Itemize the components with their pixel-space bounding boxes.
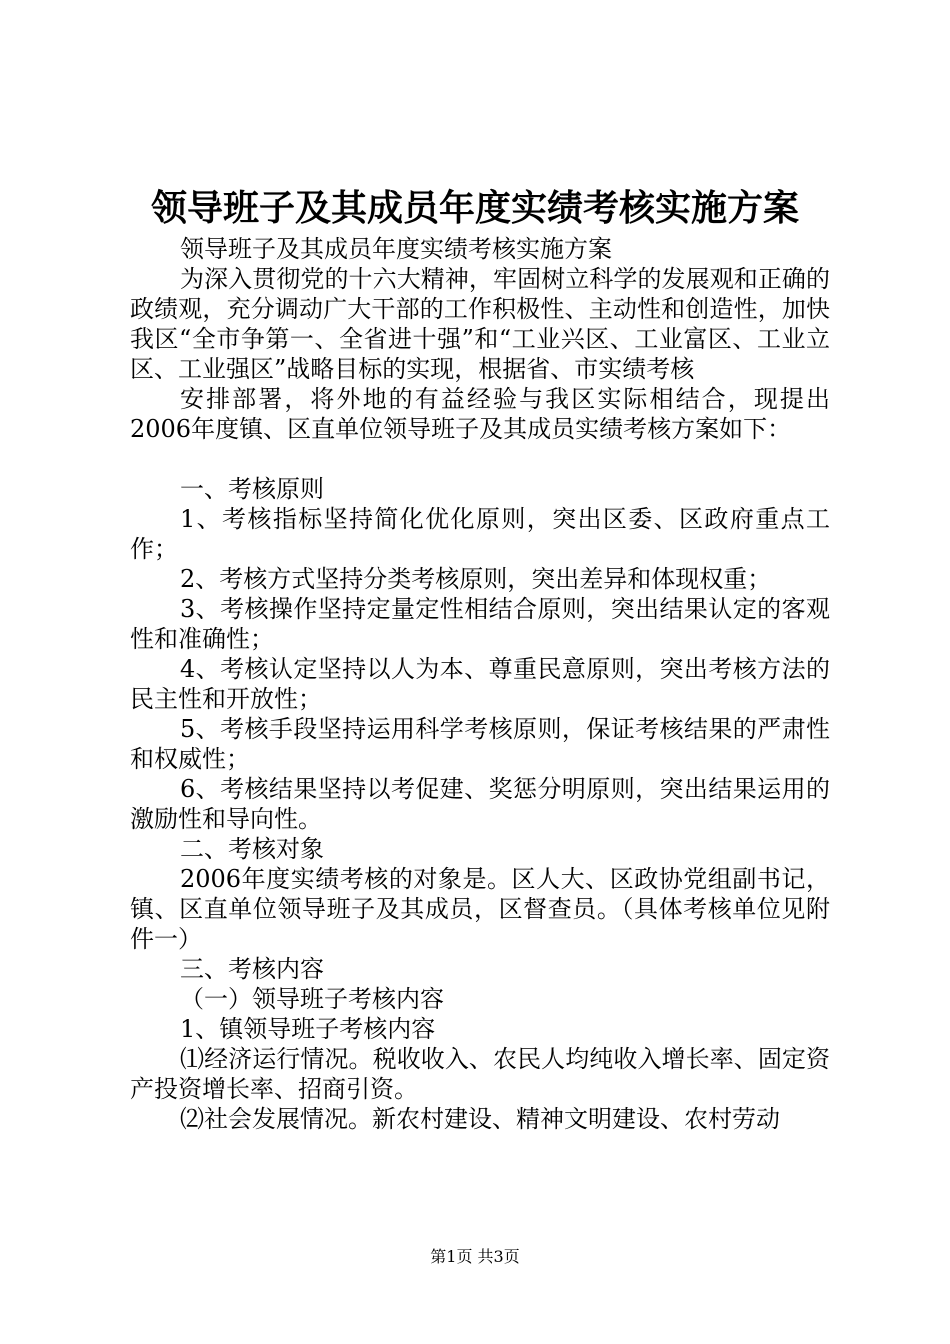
principle-item: 6、考核结果坚持以考促建、奖惩分明原则，突出结果运用的激励性和导向性。 [130,775,830,833]
paragraph-targets: 2006年度实绩考核的对象是。区人大、区政协党组副书记，镇、区直单位领导班子及其成员，区督查员。（具体考核单位见附件一） [130,865,830,953]
subsection-heading-town: 1、镇领导班子考核内容 [180,1015,436,1043]
principle-item: 1、考核指标坚持简化优化原则，突出区委、区政府重点工作； [130,505,830,563]
paragraph-intro-continued: 安排部署，将外地的有益经验与我区实际相结合，现提出2006年度镇、区直单位领导班子及其成员实绩考核方案如下： [130,385,830,443]
paragraph-intro: 为深入贯彻党的十六大精神，牢固树立科学的发展观和正确的政绩观，充分调动广大干部的工作积极性、主动性和创造性，加快我区“全市争第一、全省进十强”和“工业兴区、工业富区、工业立区、工业强区”战略目标的实现，根据省、市实绩考核 [130,265,830,383]
document-body [130,234,830,1134]
paragraph-subtitle: 领导班子及其成员年度实绩考核实施方案 [180,235,612,263]
page-footer: 第1页 共3页 [430,1247,520,1266]
principle-item: 2、考核方式坚持分类考核原则，突出差异和体现权重； [180,565,772,593]
subsection-heading-team: （一）领导班子考核内容 [180,985,444,1013]
principle-item: 5、考核手段坚持运用科学考核原则，保证考核结果的严肃性和权威性； [130,715,830,773]
content-item: ⑵社会发展情况。新农村建设、精神文明建设、农村劳动 [180,1105,780,1133]
principle-item: 3、考核操作坚持定量定性相结合原则，突出结果认定的客观性和准确性； [130,595,830,653]
section-heading-principles: 一、考核原则 [180,475,324,503]
principle-item: 4、考核认定坚持以人为本、尊重民意原则，突出考核方法的民主性和开放性； [130,655,830,713]
section-heading-targets: 二、考核对象 [180,835,324,863]
content-item: ⑴经济运行情况。税收收入、农民人均纯收入增长率、固定资产投资增长率、招商引资。 [130,1045,830,1103]
document-title: 领导班子及其成员年度实绩考核实施方案 [150,187,799,229]
section-heading-content: 三、考核内容 [180,955,324,983]
